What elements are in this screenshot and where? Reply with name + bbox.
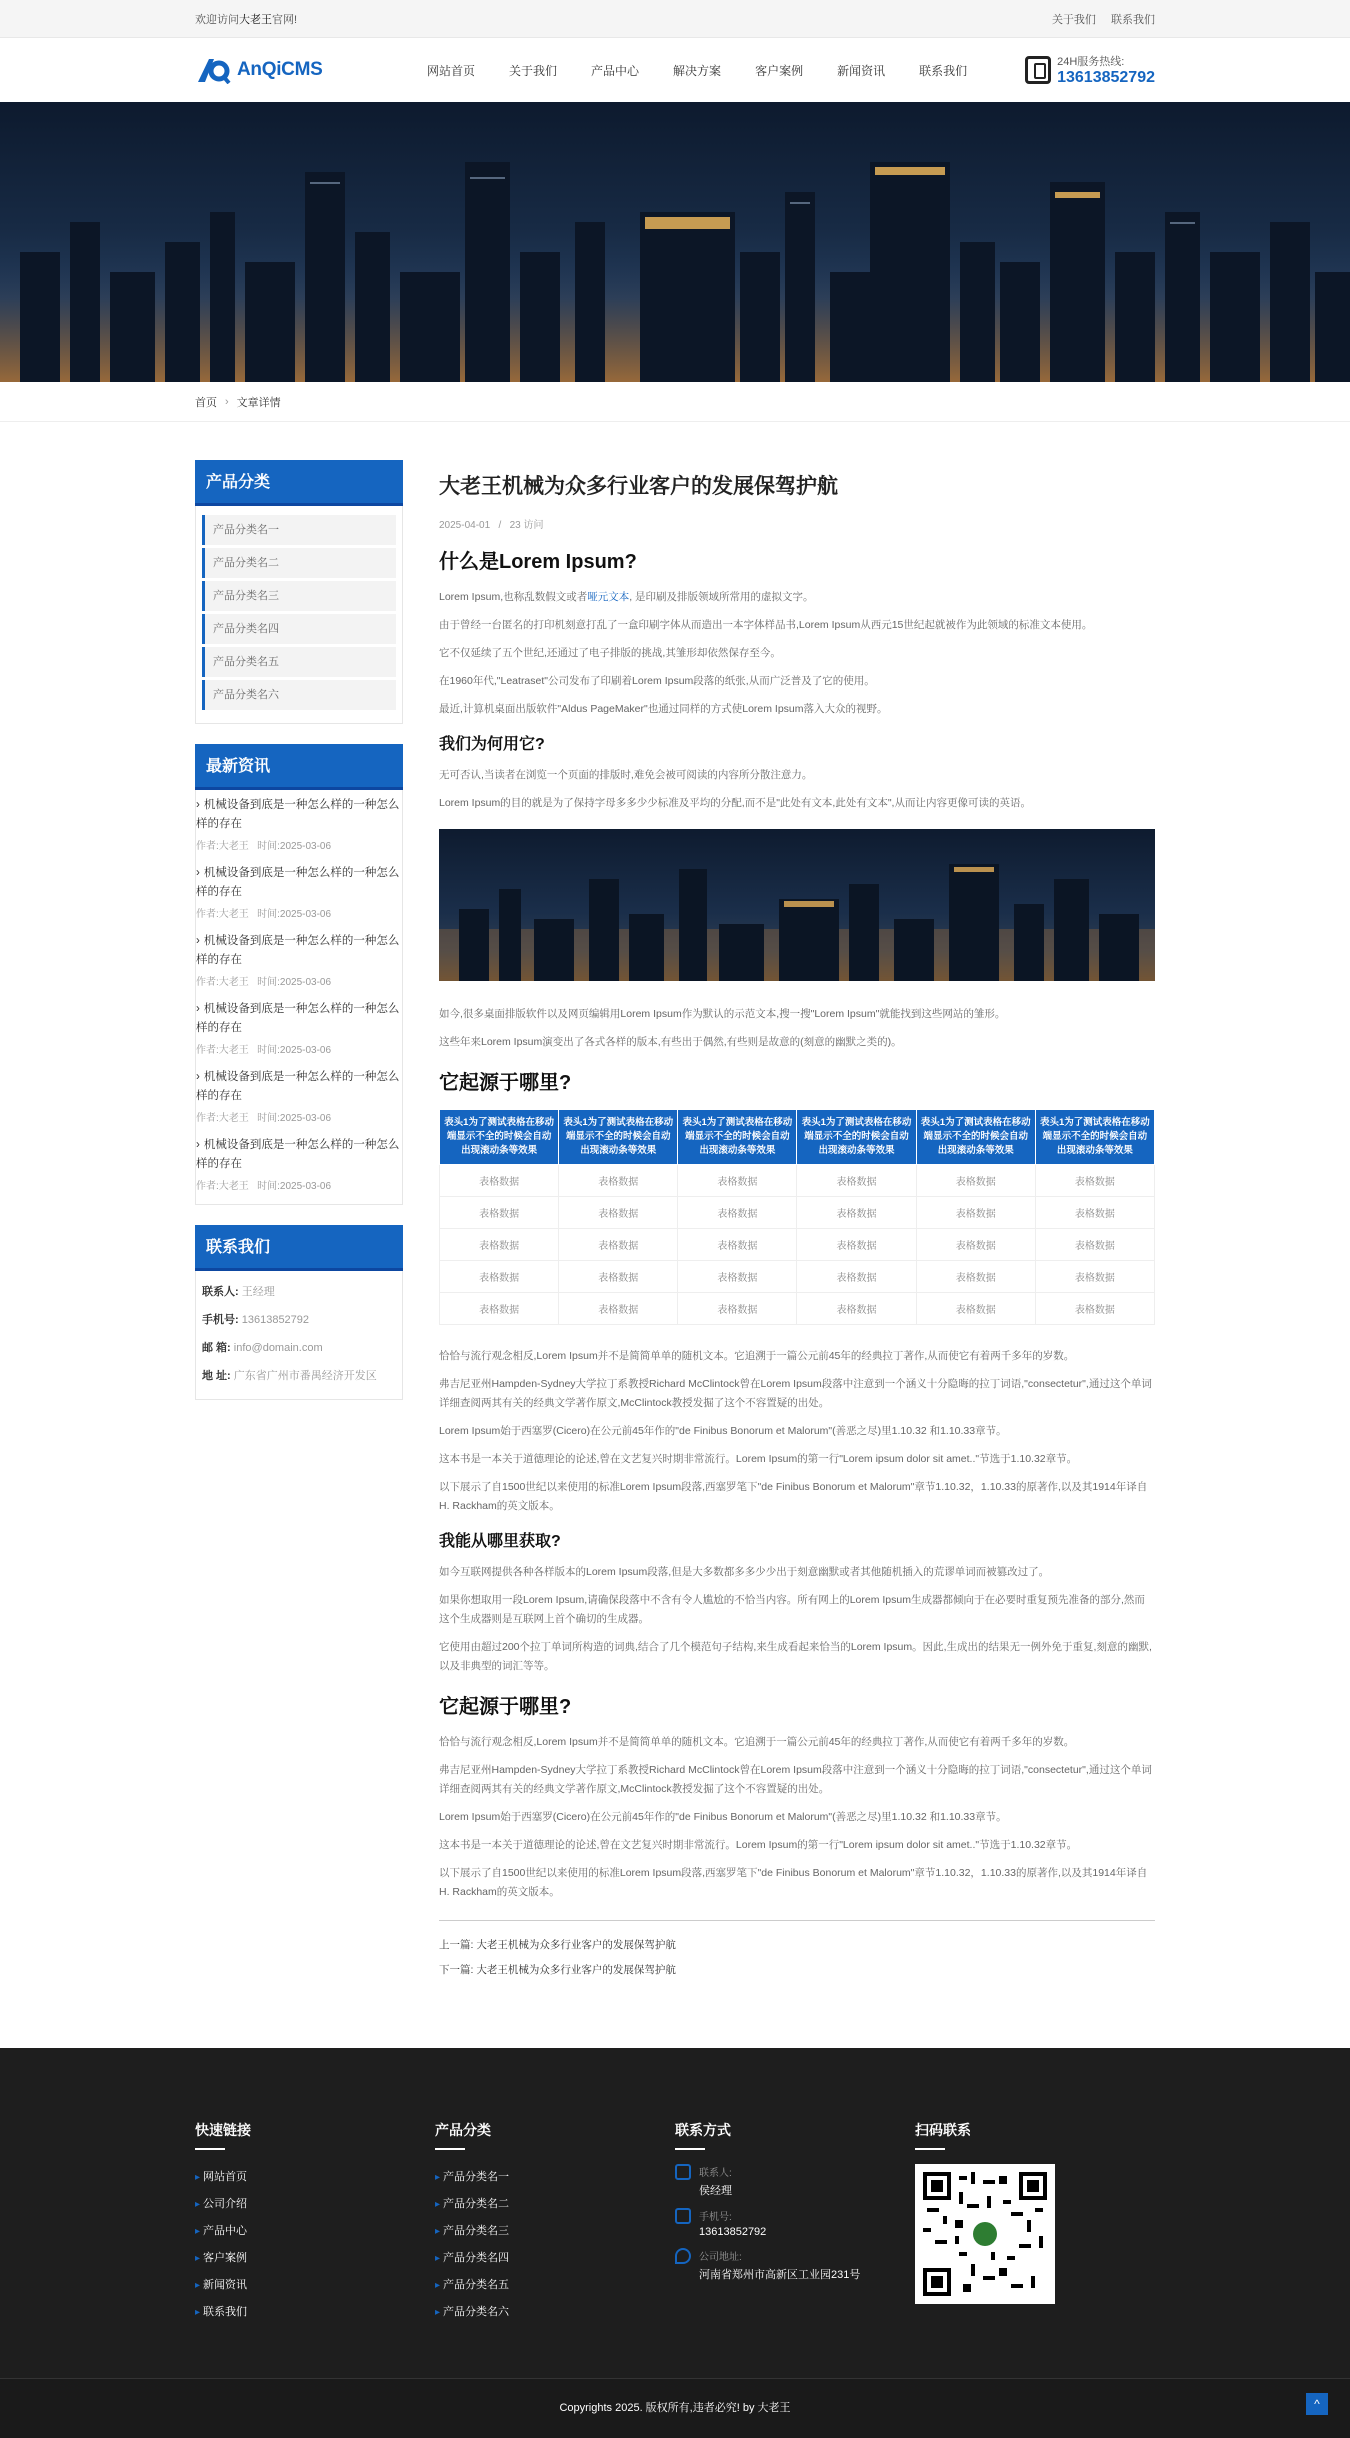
table-cell: 表格数据	[678, 1229, 797, 1261]
footer-heading: 快速链接	[195, 2120, 435, 2150]
footer-link[interactable]: ▸ 新闻资讯	[195, 2272, 435, 2299]
table-row	[440, 1197, 1155, 1229]
phone-icon	[675, 2208, 691, 2224]
table-cell: 表格数据	[797, 1261, 916, 1293]
footer-contact	[675, 2120, 915, 2326]
logo-icon	[195, 56, 231, 84]
table-header-cell: 表头1为了测试表格在移动端显示不全的时候会自动出现滚动条等效果	[678, 1110, 797, 1165]
footer-contact-person: 联系人: 侯经理	[675, 2164, 915, 2198]
table-row	[440, 1293, 1155, 1325]
news-item[interactable]	[196, 994, 402, 1062]
breadcrumb-home[interactable]: 首页	[195, 397, 217, 409]
section-heading: 它起源于哪里?	[439, 1696, 572, 1718]
news-title: 最新资讯	[195, 744, 403, 790]
category-item[interactable]: 产品分类名一	[202, 515, 396, 545]
paragraph: 弗吉尼亚州Hampden-Sydney大学拉丁系教授Richard McClintock曾在Lorem Ipsum段落中注意到一个涵义十分隐晦的拉丁词语,"consectetur",通过这个单词详细查阅两其有关的经典文学著作原文,McClintock教授发掘了这个不容置疑的出处。	[439, 1764, 1152, 1795]
news-item-title[interactable]: › 机械设备到底是一种怎么样的一种怎么样的存在	[196, 864, 402, 902]
news-item-meta: 作者:大老王 时间:2025-03-06	[196, 841, 332, 852]
paragraph: 如今,很多桌面排版软件以及网页编辑用Lorem Ipsum作为默认的示范文本,搜一搜"Lorem Ipsum"就能找到这些网站的雏形。	[439, 1008, 1006, 1020]
footer-qr	[915, 2120, 1155, 2326]
news-item[interactable]	[196, 1062, 402, 1130]
nav-products[interactable]: 产品中心	[591, 63, 640, 78]
footer-heading: 联系方式	[675, 2120, 915, 2150]
news-item-meta: 作者:大老王 时间:2025-03-06	[196, 1181, 332, 1192]
inline-link[interactable]: 哑元文本	[587, 591, 630, 603]
welcome-text: 欢迎访问大老王官网!	[195, 14, 298, 26]
copyright-bar	[0, 2378, 1350, 2438]
footer-categories	[435, 2120, 675, 2326]
table-row	[440, 1165, 1155, 1197]
sidebar	[195, 460, 403, 1420]
table-cell: 表格数据	[797, 1165, 916, 1197]
news-box	[195, 744, 403, 1205]
subsection-heading: 我们为何用它?	[439, 736, 545, 753]
footer-link[interactable]: ▸ 公司介绍	[195, 2191, 435, 2218]
site-footer	[0, 2048, 1350, 2378]
paragraph: 在1960年代,"Leatraset"公司发布了印刷着Lorem Ipsum段落的纸张,从而广泛普及了它的使用。	[439, 675, 875, 687]
copyright-text: Copyrights 2025. 版权所有,违者必究! by 大老王	[559, 2402, 791, 2414]
category-item[interactable]: 产品分类名五	[202, 647, 396, 677]
footer-link[interactable]: ▸ 产品分类名六	[435, 2299, 675, 2326]
top-bar	[0, 0, 1350, 38]
table-cell: 表格数据	[916, 1293, 1035, 1325]
category-item[interactable]: 产品分类名二	[202, 548, 396, 578]
article-title: 大老王机械为众多行业客户的发展保驾护航	[439, 475, 838, 498]
table-cell: 表格数据	[440, 1229, 559, 1261]
table-cell: 表格数据	[916, 1229, 1035, 1261]
footer-link[interactable]: ▸ 联系我们	[195, 2299, 435, 2326]
table-header-cell: 表头1为了测试表格在移动端显示不全的时候会自动出现滚动条等效果	[797, 1110, 916, 1165]
table-header-cell: 表头1为了测试表格在移动端显示不全的时候会自动出现滚动条等效果	[440, 1110, 559, 1165]
table-cell: 表格数据	[559, 1261, 678, 1293]
table-cell: 表格数据	[678, 1165, 797, 1197]
prev-next-nav	[439, 1920, 1155, 1977]
category-item[interactable]: 产品分类名六	[202, 680, 396, 710]
paragraph: Lorem Ipsum始于西塞罗(Cicero)在公元前45年作的"de Finibus Bonorum et Malorum"(善恶之尽)里1.10.32 和1.10.33章节。	[439, 1425, 1007, 1437]
table-cell: 表格数据	[1035, 1229, 1154, 1261]
nav-news[interactable]: 新闻资讯	[837, 63, 886, 78]
footer-link[interactable]: ▸ 产品分类名五	[435, 2272, 675, 2299]
breadcrumb-separator: ›	[225, 396, 229, 408]
news-item-title[interactable]: › 机械设备到底是一种怎么样的一种怎么样的存在	[196, 1000, 402, 1038]
table-cell: 表格数据	[559, 1293, 678, 1325]
table-cell: 表格数据	[559, 1197, 678, 1229]
footer-contact-address: 公司地址: 河南省郑州市高新区工业园231号	[675, 2248, 915, 2282]
table-cell: 表格数据	[440, 1293, 559, 1325]
nav-about[interactable]: 关于我们	[509, 63, 558, 78]
news-item-meta: 作者:大老王 时间:2025-03-06	[196, 1045, 332, 1056]
table-cell: 表格数据	[797, 1197, 916, 1229]
paragraph: Lorem Ipsum,也称乱数假文或者哑元文本, 是印刷及排版领域所常用的虚拟文字。	[439, 591, 814, 603]
news-item[interactable]	[196, 790, 402, 858]
prev-article-link[interactable]: 上一篇: 大老王机械为众多行业客户的发展保驾护航	[439, 1939, 676, 1951]
qr-code-image	[923, 2172, 1047, 2296]
article-meta: 2025-04-01 / 23 访问	[439, 520, 544, 531]
table-cell: 表格数据	[559, 1165, 678, 1197]
footer-heading: 产品分类	[435, 2120, 675, 2150]
table-cell: 表格数据	[1035, 1165, 1154, 1197]
section-heading: 什么是Lorem Ipsum?	[439, 551, 637, 573]
paragraph: 这本书是一本关于道德理论的论述,曾在文艺复兴时期非常流行。Lorem Ipsum的第一行"Lorem ipsum dolor sit amet.."节选于1.10.32章节。	[439, 1453, 1078, 1465]
footer-link[interactable]: ▸ 产品分类名三	[435, 2218, 675, 2245]
hotline-label: 24H服务热线:	[1057, 56, 1125, 68]
table-cell: 表格数据	[797, 1293, 916, 1325]
contact-title: 联系我们	[195, 1225, 403, 1271]
news-item-meta: 作者:大老王 时间:2025-03-06	[196, 977, 332, 988]
footer-heading: 扫码联系	[915, 2120, 1155, 2150]
table-cell: 表格数据	[916, 1165, 1035, 1197]
table-header-cell: 表头1为了测试表格在移动端显示不全的时候会自动出现滚动条等效果	[1035, 1110, 1154, 1165]
news-item-meta: 作者:大老王 时间:2025-03-06	[196, 909, 332, 920]
category-item[interactable]: 产品分类名三	[202, 581, 396, 611]
main-nav	[410, 62, 1025, 79]
news-item[interactable]	[196, 1130, 402, 1198]
contact-person: 联系人: 王经理	[202, 1286, 275, 1298]
location-icon	[675, 2248, 691, 2264]
subsection-heading: 我能从哪里获取?	[439, 1533, 561, 1550]
news-item-title[interactable]: › 机械设备到底是一种怎么样的一种怎么样的存在	[196, 796, 402, 834]
article-image	[439, 829, 1155, 981]
nav-solutions[interactable]: 解决方案	[673, 63, 722, 78]
table-cell: 表格数据	[678, 1261, 797, 1293]
news-item-title[interactable]: › 机械设备到底是一种怎么样的一种怎么样的存在	[196, 1068, 402, 1106]
news-item-meta: 作者:大老王 时间:2025-03-06	[196, 1113, 332, 1124]
paragraph: 弗吉尼亚州Hampden-Sydney大学拉丁系教授Richard McClintock曾在Lorem Ipsum段落中注意到一个涵义十分隐晦的拉丁词语,"consectetur",通过这个单词详细查阅两其有关的经典文学著作原文,McClintock教授发掘了这个不容置疑的出处。	[439, 1378, 1152, 1409]
category-title: 产品分类	[195, 460, 403, 506]
article	[439, 460, 1155, 1987]
table-header-cell: 表头1为了测试表格在移动端显示不全的时候会自动出现滚动条等效果	[559, 1110, 678, 1165]
hotline-number: 13613852792	[1057, 69, 1155, 86]
back-to-top-button[interactable]: ^	[1306, 2393, 1328, 2415]
news-item[interactable]	[196, 858, 402, 926]
contact-phone: 手机号: 13613852792	[202, 1314, 310, 1326]
footer-link[interactable]: ▸ 产品分类名四	[435, 2245, 675, 2272]
footer-link[interactable]: ▸ 产品中心	[195, 2218, 435, 2245]
paragraph: 无可否认,当读者在浏览一个页面的排版时,难免会被可阅读的内容所分散注意力。	[439, 769, 813, 781]
table-cell: 表格数据	[1035, 1261, 1154, 1293]
paragraph: Lorem Ipsum始于西塞罗(Cicero)在公元前45年作的"de Finibus Bonorum et Malorum"(善恶之尽)里1.10.32 和1.10.33章节。	[439, 1811, 1007, 1823]
news-item-title[interactable]: › 机械设备到底是一种怎么样的一种怎么样的存在	[196, 1136, 402, 1174]
footer-contact-phone: 手机号: 13613852792	[675, 2208, 915, 2238]
footer-link[interactable]: ▸ 产品分类名一	[435, 2164, 675, 2191]
top-link-about[interactable]: 关于我们	[1051, 14, 1096, 26]
table-row	[440, 1229, 1155, 1261]
table-header-row	[440, 1110, 1155, 1165]
table-row	[440, 1261, 1155, 1293]
paragraph: 恰恰与流行观念相反,Lorem Ipsum并不是简简单单的随机文本。它追溯于一篇公元前45年的经典拉丁著作,从而使它有着两千多年的岁数。	[439, 1350, 1075, 1362]
table-cell: 表格数据	[559, 1229, 678, 1261]
table-cell: 表格数据	[678, 1293, 797, 1325]
table-cell: 表格数据	[440, 1165, 559, 1197]
table-cell: 表格数据	[916, 1197, 1035, 1229]
paragraph: 如今互联网提供各种各样版本的Lorem Ipsum段落,但是大多数都多多少少出于刻意幽默或者其他随机插入的荒谬单词而被篡改过了。	[439, 1566, 1050, 1578]
paragraph: 恰恰与流行观念相反,Lorem Ipsum并不是简简单单的随机文本。它追溯于一篇公元前45年的经典拉丁著作,从而使它有着两千多年的岁数。	[439, 1736, 1075, 1748]
nav-contact[interactable]: 联系我们	[919, 63, 968, 78]
table-cell: 表格数据	[916, 1261, 1035, 1293]
paragraph: 这些年来Lorem Ipsum演变出了各式各样的版本,有些出于偶然,有些则是故意的(刻意的幽默之类的)。	[439, 1036, 902, 1048]
table-cell: 表格数据	[797, 1229, 916, 1261]
paragraph: 它不仅延续了五个世纪,还通过了电子排版的挑战,其雏形却依然保存至今。	[439, 647, 781, 659]
next-article-link[interactable]: 下一篇: 大老王机械为众多行业客户的发展保驾护航	[439, 1964, 676, 1976]
section-heading: 它起源于哪里?	[439, 1072, 572, 1094]
table-cell: 表格数据	[1035, 1197, 1154, 1229]
main-content	[0, 422, 1350, 1987]
top-link-contact[interactable]: 联系我们	[1111, 14, 1155, 26]
nav-home[interactable]: 网站首页	[427, 63, 476, 78]
news-item[interactable]	[196, 926, 402, 994]
qr-code	[915, 2164, 1055, 2304]
footer-link[interactable]: ▸ 产品分类名二	[435, 2191, 675, 2218]
contact-email: 邮 箱: info@domain.com	[202, 1342, 323, 1354]
paragraph: 最近,计算机桌面出版软件"Aldus PageMaker"也通过同样的方式使Lorem Ipsum落入大众的视野。	[439, 703, 888, 715]
contact-address: 地 址: 广东省广州市番禺经济开发区	[202, 1370, 377, 1382]
site-header	[0, 38, 1350, 102]
contact-box	[195, 1225, 403, 1400]
footer-link[interactable]: ▸ 客户案例	[195, 2245, 435, 2272]
data-table	[439, 1109, 1155, 1325]
breadcrumb-current: 文章详情	[236, 397, 281, 409]
table-header-cell: 表头1为了测试表格在移动端显示不全的时候会自动出现滚动条等效果	[916, 1110, 1035, 1165]
phone-icon	[1025, 56, 1051, 84]
footer-quick-links	[195, 2120, 435, 2326]
city-skyline-image	[0, 102, 1350, 382]
logo-text: AnQiCMS	[237, 59, 323, 80]
paragraph: 以下展示了自1500世纪以来使用的标准Lorem Ipsum段落,西塞罗笔下"de Finibus Bonorum et Malorum"章节1.10.32，1.10.33的原著作,以及其1914年译自H. Rackham的英文版本。	[439, 1481, 1148, 1512]
table-cell: 表格数据	[1035, 1293, 1154, 1325]
table-cell: 表格数据	[678, 1197, 797, 1229]
paragraph: 它使用由超过200个拉丁单词所构造的词典,结合了几个模范句子结构,来生成看起来恰当的Lorem Ipsum。因此,生成出的结果无一例外免于重复,刻意的幽默,以及非典型的词汇等等。	[439, 1641, 1152, 1672]
paragraph: 由于曾经一台匿名的打印机刻意打乱了一盒印刷字体从而造出一本字体样品书,Lorem Ipsum从西元15世纪起就被作为此领域的标准文本使用。	[439, 619, 1093, 631]
breadcrumb	[0, 382, 1350, 422]
paragraph: 这本书是一本关于道德理论的论述,曾在文艺复兴时期非常流行。Lorem Ipsum的第一行"Lorem ipsum dolor sit amet.."节选于1.10.32章节。	[439, 1839, 1078, 1851]
nav-cases[interactable]: 客户案例	[755, 63, 804, 78]
hotline	[1025, 53, 1155, 87]
table-cell: 表格数据	[440, 1197, 559, 1229]
news-item-title[interactable]: › 机械设备到底是一种怎么样的一种怎么样的存在	[196, 932, 402, 970]
paragraph: 如果你想取用一段Lorem Ipsum,请确保段落中不含有令人尴尬的不恰当内容。所有网上的Lorem Ipsum生成器都倾向于在必要时重复预先准备的部分,然而这个生成器则是互联网上首个确切的生成器。	[439, 1594, 1145, 1625]
category-box	[195, 460, 403, 724]
city-banner	[0, 102, 1350, 382]
user-icon	[675, 2164, 691, 2180]
footer-link[interactable]: ▸ 网站首页	[195, 2164, 435, 2191]
city-night-image	[439, 829, 1155, 981]
paragraph: Lorem Ipsum的目的就是为了保持字母多多少少标准及平均的分配,而不是"此处有文本,此处有文本",从而让内容更像可读的英语。	[439, 797, 1031, 809]
category-item[interactable]: 产品分类名四	[202, 614, 396, 644]
paragraph: 以下展示了自1500世纪以来使用的标准Lorem Ipsum段落,西塞罗笔下"de Finibus Bonorum et Malorum"章节1.10.32，1.10.33的原著作,以及其1914年译自H. Rackham的英文版本。	[439, 1867, 1148, 1898]
table-cell: 表格数据	[440, 1261, 559, 1293]
logo[interactable]	[195, 56, 410, 84]
